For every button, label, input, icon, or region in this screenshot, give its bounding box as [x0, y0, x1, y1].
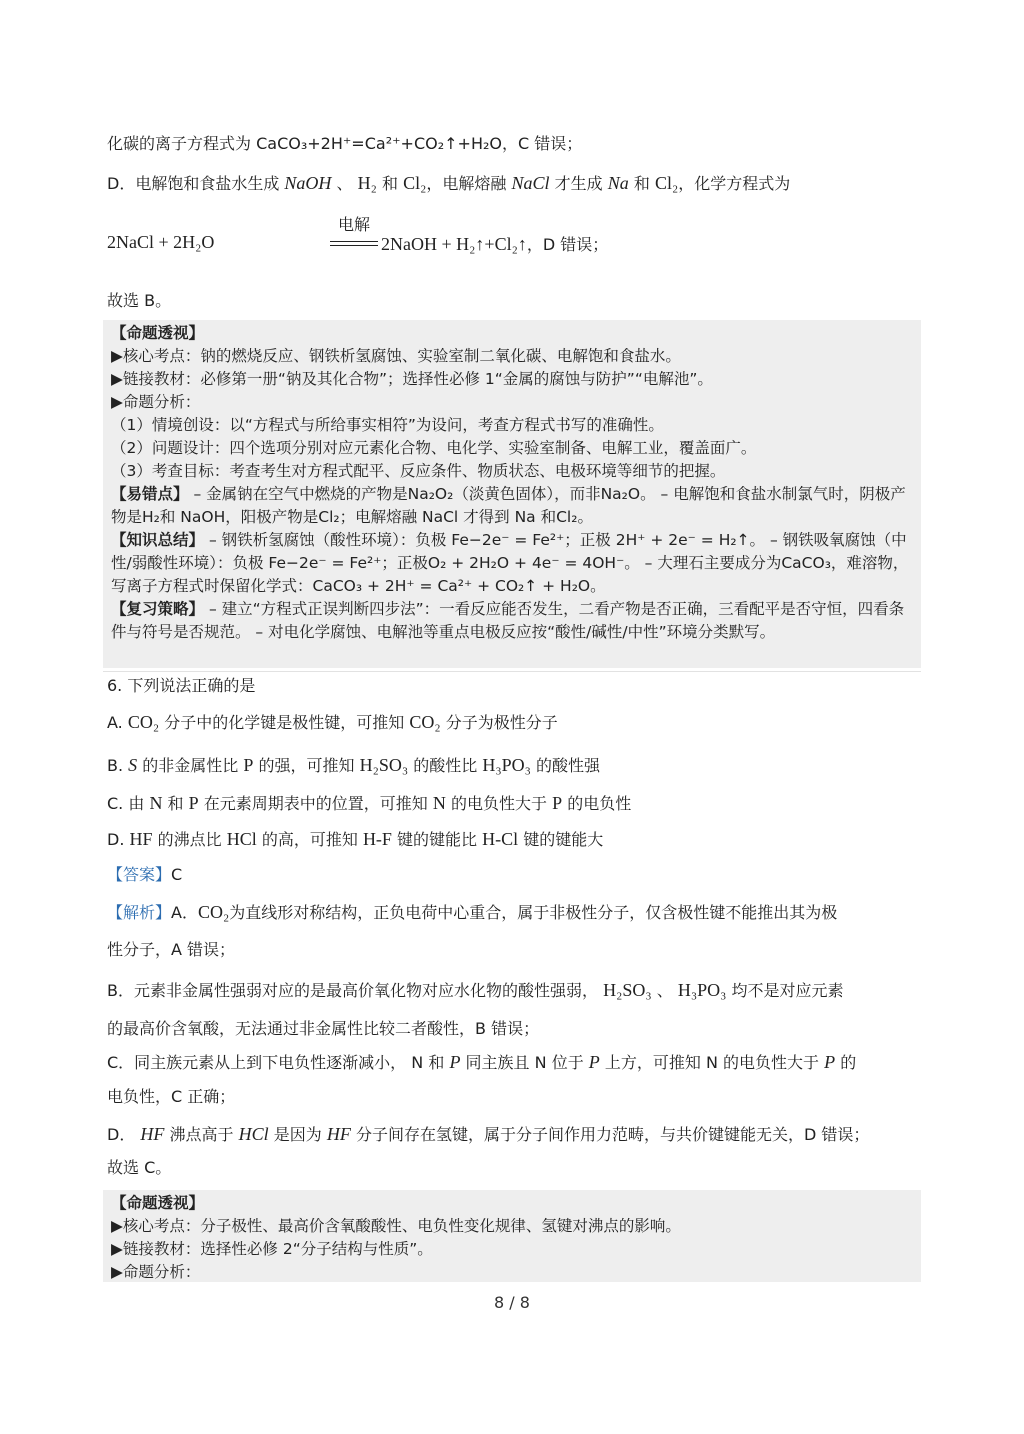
- text-span: 的电负性: [567, 794, 632, 813]
- explanation-line: [107, 901, 837, 924]
- formula: P: [552, 793, 563, 813]
- box-heading: 【复习策略】: [111, 600, 205, 618]
- text-span: 才生成: [554, 174, 603, 193]
- formula: HF: [140, 1124, 165, 1144]
- text-span: 和: [428, 1053, 445, 1072]
- box-body: – 金属钠在空气中燃烧的产物是Na₂O₂（淡黄色固体），而非Na₂O。 – 电解饱和食盐水制氯气时，阴极产物是H₂和 NaOH，阳极产物是Cl₂；电解熔融 NaCl 才得到 Na 和Cl₂。: [111, 485, 906, 526]
- explanation-tag: 【解析】: [107, 903, 172, 922]
- box-row: ▶链接教材：选择性必修 2“分子结构与性质”。: [111, 1240, 433, 1258]
- formula: H₂SO₃: [359, 755, 409, 775]
- text-line: 故选 B。: [107, 291, 172, 310]
- box-body: – 建立“方程式正误判断四步法”：一看反应能否发生，二看产物是否正确，三看配平是否守恒，四看条件与符号是否规范。 – 对电化学腐蚀、电解池等重点电极反应按“酸性/碱性/中性”环境分类默写。: [111, 600, 905, 641]
- formula: P: [588, 1052, 600, 1072]
- explanation-line: 故选 C。: [107, 1158, 172, 1177]
- text-span: 同主族且 N 位于: [465, 1053, 584, 1072]
- box-row: ▶命题分析：: [111, 393, 201, 411]
- formula: CO₂: [127, 712, 160, 732]
- text-span: 的电负性大于: [450, 794, 547, 813]
- box-title: 【命题透视】: [111, 324, 205, 342]
- formula: Cl₂: [654, 173, 679, 193]
- text-span: 的: [840, 1053, 857, 1072]
- text-span: 的高，可推知: [261, 830, 358, 849]
- text-span: 分子为极性分子: [445, 713, 558, 732]
- text-span: B．元素非金属性强弱对应的是最高价氧化物对应水化物的酸性强弱，: [107, 981, 598, 1000]
- answer-tag: 【答案】: [107, 865, 172, 884]
- option-b: [107, 754, 600, 777]
- text-line: 化碳的离子方程式为 CaCO₃+2H⁺=Ca²⁺+CO₂↑+H₂O，C 错误；: [107, 134, 583, 153]
- text-span: D．: [107, 1125, 136, 1144]
- text-span: A．: [171, 903, 198, 922]
- option-d: [107, 828, 603, 851]
- formula: H-Cl: [482, 829, 519, 849]
- explanation-line: [107, 979, 844, 1002]
- answer-line: [107, 864, 182, 886]
- option-a: [107, 711, 558, 734]
- box-row: ▶核心考点：钠的燃烧反应、钢铁析氢腐蚀、实验室制二氧化碳、电解饱和食盐水。: [111, 347, 681, 365]
- equation-condition: 电解: [337, 215, 370, 234]
- formula: Na: [607, 173, 629, 193]
- formula: N: [432, 793, 446, 813]
- text-span: 的强，可推知: [258, 756, 355, 775]
- text-span: 上方，可推知 N 的电负性大于: [604, 1053, 820, 1072]
- page-number: 8 / 8: [494, 1293, 530, 1312]
- question-title: 6. 下列说法正确的是: [107, 676, 256, 695]
- text-span: 和: [633, 174, 650, 193]
- formula: HCl: [226, 829, 257, 849]
- text-span: 的非金属性比: [142, 756, 239, 775]
- box-row: （1）情境创设：以“方程式与所给事实相符”为设问，考查方程式书写的准确性。: [111, 416, 664, 434]
- text-span: 、: [336, 174, 353, 193]
- text-span: 均不是对应元素: [731, 981, 844, 1000]
- explanation-line: 的最高价含氧酸，无法通过非金属性比较二者酸性，B 错误；: [107, 1019, 540, 1038]
- formula: NaOH: [284, 173, 332, 193]
- box-paragraph: [111, 483, 913, 529]
- formula: P: [188, 793, 199, 813]
- box-row: （2）问题设计：四个选项分别对应元素化合物、电化学、实验室制备、电解工业，覆盖面广。: [111, 439, 757, 457]
- text-span: C．同主族元素从上到下电负性逐渐减小，: [107, 1053, 407, 1072]
- text-span: D.: [107, 830, 125, 849]
- text-span: 的酸性比: [413, 756, 478, 775]
- explanation-line: [107, 1051, 856, 1074]
- text-span: 和: [167, 794, 184, 813]
- answer-value: C: [171, 865, 183, 884]
- equation-tail: ，D 错误；: [526, 235, 609, 254]
- text-span: 沸点高于: [169, 1125, 234, 1144]
- box-row: ▶链接教材：必修第一册“钠及其化合物”；选择性必修 1“金属的腐蚀与防护”“电解池”。: [111, 370, 713, 388]
- text-span: N: [411, 1053, 424, 1072]
- formula: H₂: [357, 173, 377, 193]
- text-span: 在元素周期表中的位置，可推知: [203, 794, 428, 813]
- formula: H-F: [362, 829, 392, 849]
- formula: CO₂: [409, 712, 441, 732]
- divider: [103, 671, 921, 672]
- formula: H₃PO₃: [677, 980, 727, 1000]
- text-span: 分子中的化学键是极性键，可推知: [164, 713, 405, 732]
- formula: N: [149, 793, 163, 813]
- text-span: 、: [656, 981, 673, 1000]
- box-heading: 【知识总结】: [111, 531, 205, 549]
- text-span: ，电解熔融: [426, 174, 507, 193]
- formula: H₂SO₃: [603, 980, 652, 1000]
- box-paragraph: [111, 598, 913, 644]
- text-span: 的酸性强: [536, 756, 601, 775]
- text-line: [107, 172, 790, 195]
- explanation-line: [107, 1123, 869, 1146]
- box-row: （3）考查目标：考查考生对方程式配平、反应条件、物质状态、电极环境等细节的把握。: [111, 462, 726, 480]
- text-span: 分子间存在氢键，属于分子间作用力范畴，与共价键键能无关，D 错误；: [355, 1125, 870, 1144]
- box-paragraph: [111, 529, 913, 598]
- text-span: 和: [382, 174, 399, 193]
- text-span: ，化学方程式为: [678, 174, 791, 193]
- formula: S: [128, 755, 138, 775]
- text-span: 键的键能大: [523, 830, 604, 849]
- box-heading: 【易错点】: [111, 485, 189, 503]
- formula: CO₂: [197, 902, 230, 922]
- option-c: [107, 792, 631, 815]
- formula: NaCl: [511, 173, 550, 193]
- box-title: 【命题透视】: [111, 1194, 205, 1212]
- formula: P: [449, 1052, 461, 1072]
- commentary-box: [103, 320, 921, 668]
- formula: P: [243, 755, 254, 775]
- explanation-line: 性分子，A 错误；: [107, 940, 236, 959]
- text-span: 为直线形对称结构，正负电荷中心重合，属于非极性分子，仅含极性键不能推出其为极: [229, 903, 838, 922]
- text-span: B.: [107, 756, 124, 775]
- box-body: – 钢铁析氢腐蚀（酸性环境）：负极 Fe−2e⁻ = Fe²⁺；正极 2H⁺ + 2e⁻ = H₂↑。 – 钢铁吸氧腐蚀（中性/弱酸性环境）：负极 Fe−2e⁻ = Fe²⁺；正极O₂ + 2H₂O + 4e⁻ = 4OH⁻。 – 大理石主要成分为CaCO₃，难溶物，写离子方程式时保留化学式：CaCO₃ + 2H⁺ = Ca²⁺ + CO₂↑ + H₂O。: [111, 531, 909, 595]
- equation-products: [381, 232, 608, 255]
- formula: HF: [129, 829, 153, 849]
- formula: H₃PO₃: [482, 755, 531, 775]
- box-row: ▶命题分析：: [111, 1263, 201, 1281]
- formula: HCl: [238, 1124, 269, 1144]
- equation-products-text: 2NaOH + H₂↑+Cl₂↑: [381, 234, 527, 254]
- explanation-line: 电负性，C 正确；: [107, 1087, 236, 1106]
- commentary-box: [103, 1190, 921, 1282]
- text-span: 是因为: [273, 1125, 322, 1144]
- text-span: 键的键能比: [397, 830, 478, 849]
- text-span: D．电解饱和食盐水生成: [107, 174, 280, 193]
- formula: P: [824, 1052, 836, 1072]
- formula: HF: [326, 1124, 351, 1144]
- text-span: 的沸点比: [157, 830, 222, 849]
- text-span: C. 由: [107, 794, 145, 813]
- equation-reactants: 2NaCl + 2H₂O: [107, 232, 215, 252]
- formula: Cl₂: [403, 173, 427, 193]
- text-span: A.: [107, 713, 123, 732]
- box-row: ▶核心考点：分子极性、最高价含氧酸酸性、电负性变化规律、氢键对沸点的影响。: [111, 1217, 681, 1235]
